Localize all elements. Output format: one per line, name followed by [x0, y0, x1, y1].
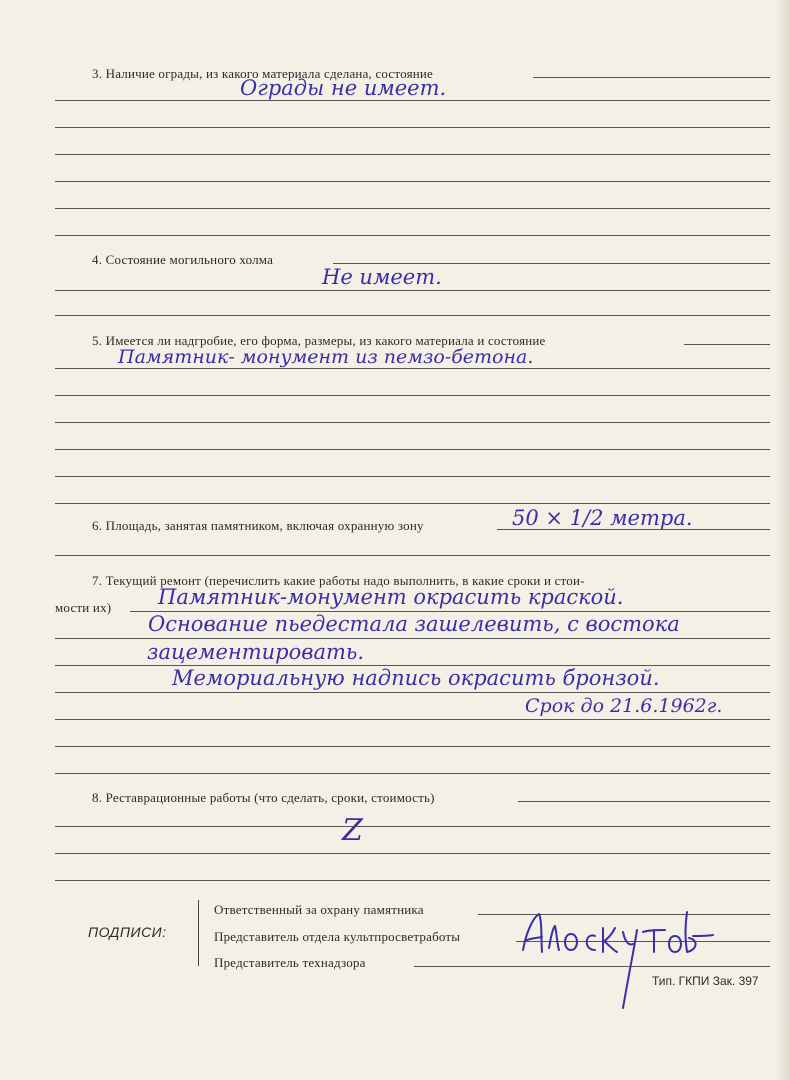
answer-line — [333, 263, 770, 264]
handwritten-signature — [515, 900, 715, 1010]
answer-line — [55, 880, 770, 881]
answer-line — [55, 154, 770, 155]
answer-line — [55, 476, 770, 477]
fence-question: 3. Наличие ограды, из какого материала сделана, состояние — [92, 66, 434, 81]
answer-line — [55, 181, 770, 182]
answer-line — [55, 100, 770, 101]
tech-supervision-label: Представитель технадзора — [214, 955, 366, 970]
answer-line — [55, 127, 770, 128]
mound-question: 4. Состояние могильного холма — [92, 252, 274, 267]
printer-mark: Тип. ГКПИ Зак. 397 — [652, 974, 759, 988]
answer-line — [55, 719, 770, 720]
restoration-answer: Z — [342, 813, 363, 848]
mound-answer: Не имеет. — [322, 265, 442, 289]
answer-line — [55, 290, 770, 291]
answer-line — [55, 449, 770, 450]
repair-answer-deadline: Срок до 21.6.1962г. — [525, 695, 723, 717]
area-answer: 50 × 1/2 метра. — [512, 506, 693, 530]
answer-line — [55, 422, 770, 423]
responsible-label: Ответственный за охрану памятника — [214, 902, 424, 917]
answer-line — [55, 395, 770, 396]
signatures-title: ПОДПИСИ: — [88, 924, 167, 940]
answer-line — [55, 235, 770, 236]
answer-line — [55, 315, 770, 316]
culture-dept-label: Представитель отдела культпросветработы — [214, 929, 461, 944]
tombstone-answer: Памятник- монумент из пемзо-бетона. — [118, 346, 534, 368]
answer-line — [55, 208, 770, 209]
page-edge-shadow — [776, 0, 790, 1080]
answer-line — [55, 555, 770, 556]
answer-line — [55, 773, 770, 774]
repair-answer-line-4: Мемориальную надпись окрасить бронзой. — [172, 666, 660, 690]
answer-line — [55, 368, 770, 369]
answer-line — [684, 344, 770, 345]
repair-question-line1: 7. Текущий ремонт (перечислить какие работы надо выполнить, в какие сроки и стои- — [92, 573, 585, 588]
repair-question-line2: мости их) — [55, 600, 112, 615]
repair-answer-line-3: зацементировать. — [147, 640, 365, 664]
answer-line — [55, 638, 770, 639]
answer-line — [533, 77, 770, 78]
answer-line — [55, 826, 770, 827]
answer-line — [518, 801, 770, 802]
fence-answer: Ограды не имеет. — [240, 76, 447, 100]
repair-answer-line-2: Основание пьедестала зашелевить, с востока — [148, 612, 680, 636]
restoration-question: 8. Реставрационные работы (что сделать, сроки, стоимость) — [92, 790, 435, 805]
answer-line — [55, 853, 770, 854]
area-question: 6. Площадь, занятая памятником, включая охранную зону — [92, 518, 424, 533]
signatures-bracket — [198, 900, 207, 966]
repair-answer-line-1: Памятник-монумент окрасить краской. — [158, 585, 624, 609]
answer-line — [55, 692, 770, 693]
tombstone-question: 5. Имеется ли надгробие, его форма, размеры, из какого материала и состояние — [92, 333, 546, 348]
answer-line — [55, 503, 770, 504]
answer-line — [55, 746, 770, 747]
